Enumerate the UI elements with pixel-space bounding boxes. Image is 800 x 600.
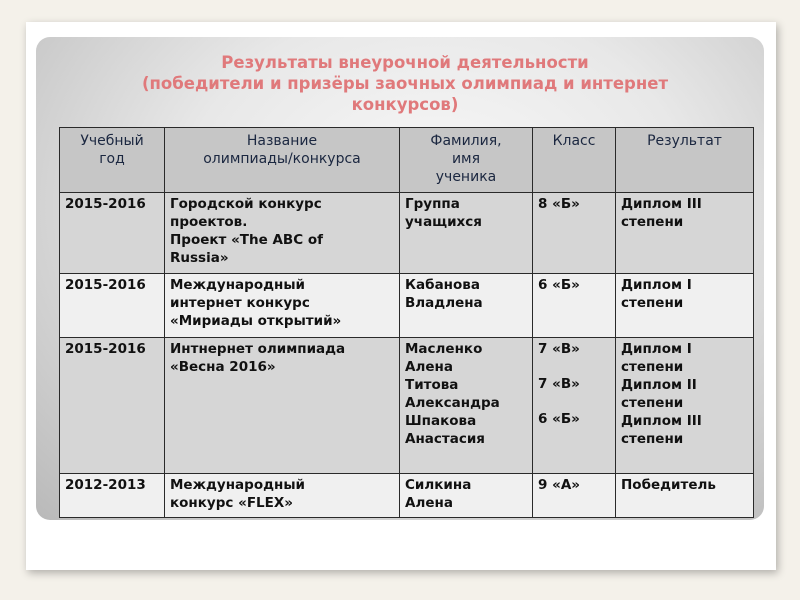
cell-year: 2012-2013 [60, 474, 165, 518]
cell-student: Кабанова Владлена [400, 274, 533, 338]
title-line-1: Результаты внеурочной деятельности [221, 53, 589, 72]
cell-student: Группа учащихся [400, 193, 533, 274]
table-row [60, 474, 754, 518]
header-result: Результат [616, 128, 754, 193]
cell-class: 9 «А» [533, 474, 616, 518]
table-row [60, 193, 754, 274]
cell-student: Масленко Алена Титова Александра Шпакова Анастасия [400, 338, 533, 474]
page-title [60, 52, 750, 115]
header-student: Фамилия, имя ученика [400, 128, 533, 193]
cell-class: 7 «В» 7 «В» 6 «Б» [533, 338, 616, 474]
header-name: Название олимпиады/конкурса [165, 128, 400, 193]
cell-result: Диплом III степени [616, 193, 754, 274]
cell-year: 2015-2016 [60, 193, 165, 274]
cell-name: Городской конкурс проектов. Проект «The ABC of Russia» [165, 193, 400, 274]
header-year: Учебный год [60, 128, 165, 193]
table-row [60, 338, 754, 474]
table-row [60, 274, 754, 338]
cell-name: Интнернет олимпиада «Весна 2016» [165, 338, 400, 474]
results-table [59, 127, 754, 518]
cell-name: Международный интернет конкурс «Мириады открытий» [165, 274, 400, 338]
cell-class: 6 «Б» [533, 274, 616, 338]
title-line-2: (победители и призёры заочных олимпиад и интернет [141, 74, 669, 93]
cell-year: 2015-2016 [60, 338, 165, 474]
cell-student: Силкина Алена [400, 474, 533, 518]
cell-result: Победитель [616, 474, 754, 518]
table-header-row [60, 128, 754, 193]
cell-class: 8 «Б» [533, 193, 616, 274]
cell-result: Диплом I степени [616, 274, 754, 338]
title-line-3: конкурсов) [351, 95, 459, 114]
cell-year: 2015-2016 [60, 274, 165, 338]
cell-name: Международный конкурс «FLEX» [165, 474, 400, 518]
cell-result: Диплом I степени Диплом II степени Диплом III степени [616, 338, 754, 474]
header-class: Класс [533, 128, 616, 193]
